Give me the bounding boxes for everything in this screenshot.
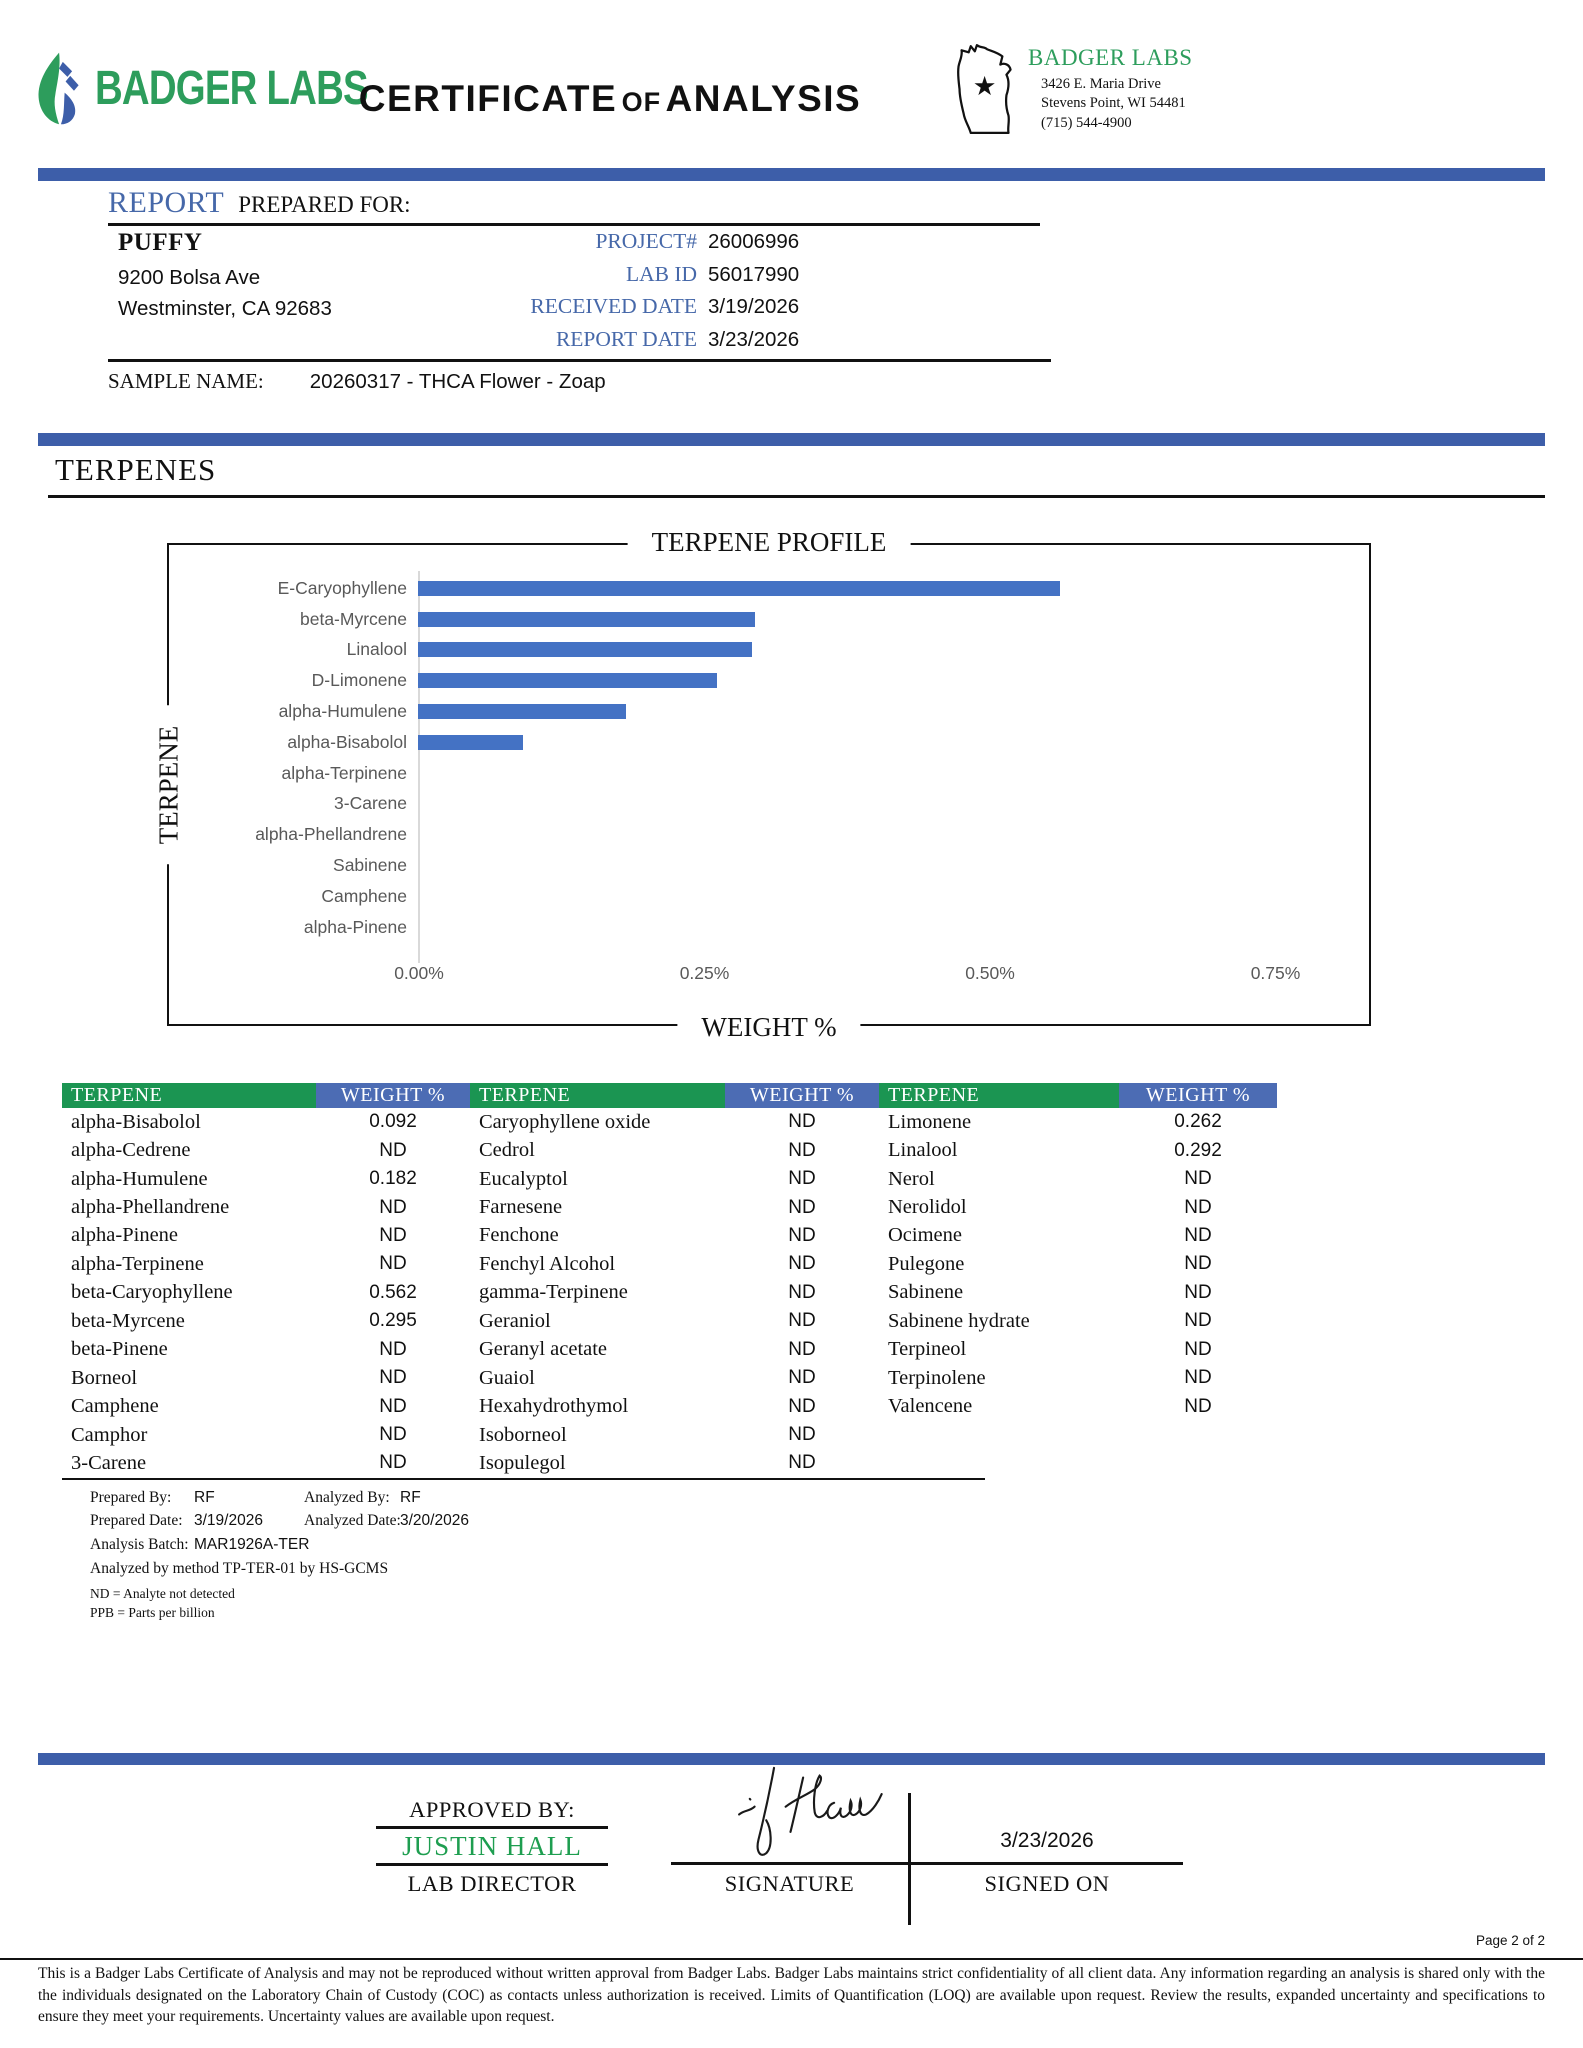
chart-bar-area (418, 665, 1369, 696)
lab-name: BADGER LABS (1028, 45, 1193, 70)
table-row (470, 1193, 879, 1221)
terpene-name-cell: Geranyl acetate (479, 1338, 608, 1361)
terpene-weight-cell: ND (379, 1395, 407, 1417)
signature-rule (671, 1862, 1183, 1865)
terpene-weight-cell: 0.092 (369, 1111, 417, 1133)
chart-x-tick: 0.50% (965, 963, 1015, 983)
terpene-name-cell: Isopulegol (479, 1451, 566, 1474)
table-row (62, 1108, 470, 1136)
terpenes-section-rule (48, 495, 1545, 498)
table-row (62, 1222, 470, 1250)
analyzed-by-label: Analyzed By: (304, 1489, 390, 1506)
terpene-name-cell: Linalool (888, 1139, 958, 1162)
map-star-icon: ★ (972, 71, 997, 102)
table-header-weight: WEIGHT % (1119, 1083, 1277, 1108)
terpene-name-cell: Valencene (888, 1395, 973, 1418)
terpene-name-cell: alpha-Phellandrene (71, 1196, 230, 1219)
chart-row (169, 789, 1369, 820)
terpene-name-cell: alpha-Pinene (71, 1224, 179, 1247)
signature-label: SIGNATURE (724, 1871, 855, 1896)
terpene-weight-cell: 0.562 (369, 1281, 417, 1303)
chart-row (169, 819, 1369, 850)
table-row (879, 1136, 1277, 1164)
project-label: PROJECT# (595, 229, 697, 253)
terpene-weight-cell: 0.262 (1174, 1111, 1222, 1133)
terpene-weight-cell: ND (788, 1111, 816, 1133)
chart-rows (169, 573, 1369, 943)
table-row (879, 1392, 1277, 1420)
terpene-weight-cell: ND (1184, 1310, 1212, 1332)
chart-bar-area (418, 635, 1369, 666)
chart-row (169, 665, 1369, 696)
chart-row (169, 912, 1369, 943)
signed-on-date: 3/23/2026 (1000, 1829, 1094, 1852)
analysis-batch-value: MAR1926A-TER (194, 1536, 310, 1553)
terpene-weight-cell: ND (1184, 1367, 1212, 1389)
table-row (879, 1193, 1277, 1221)
table-row (470, 1250, 879, 1278)
chart-bar (418, 673, 717, 688)
table-header-terpene: TERPENE (470, 1083, 725, 1108)
terpene-weight-cell: ND (788, 1168, 816, 1190)
disclaimer-text: This is a Badger Labs Certificate of Analysis and may not be reproduced without written approval from Badger Labs. Badger Labs maintains strict confidentiality of all client data. Any information regarding an analysis is shared only with the the individuals designated on the Laboratory Chain of Custody (COC) as contacts unless authorization is received. Limits of Quantification (LOQ) are available upon request. Review the results, expanded uncertainty and specifications to ensure they meet your requirements. Uncertainty values are available upon request. (38, 1965, 1545, 2026)
table-row (879, 1364, 1277, 1392)
meta-row-received-date (440, 294, 799, 327)
lab-address-line1: 3426 E. Maria Drive (1041, 75, 1161, 92)
chart-x-tick: 0.75% (1250, 963, 1301, 983)
nd-note: ND = Analyte not detected (90, 1586, 235, 1601)
prepared-date-value: 3/19/2026 (194, 1512, 263, 1529)
terpene-weight-cell: ND (1184, 1281, 1212, 1303)
chart-category-label: alpha-Pinene (303, 916, 407, 937)
table-row (470, 1364, 879, 1392)
table-row (62, 1165, 470, 1193)
terpene-weight-cell: ND (788, 1253, 816, 1275)
terpene-name-cell: Geraniol (479, 1309, 551, 1332)
signed-on-label: SIGNED ON (984, 1871, 1110, 1896)
terpene-profile-chart (153, 527, 1371, 1042)
terpene-weight-cell: ND (1184, 1338, 1212, 1360)
chart-bar-area (418, 789, 1369, 820)
prepared-by-value: RF (194, 1489, 215, 1506)
leaf-logo-icon (33, 50, 87, 126)
analyzed-date-value: 3/20/2026 (400, 1512, 469, 1529)
terpene-weight-cell: ND (788, 1224, 816, 1246)
title-analysis: ANALYSIS (665, 78, 862, 119)
table-row (470, 1307, 879, 1335)
chart-category-label: beta-Myrcene (300, 608, 407, 629)
table-row (470, 1336, 879, 1364)
terpene-weight-cell: ND (379, 1452, 407, 1474)
terpene-name-cell: Terpineol (888, 1338, 967, 1361)
table-row (470, 1449, 879, 1477)
terpene-weight-cell: 0.182 (369, 1168, 417, 1190)
report-label: REPORT (108, 186, 225, 219)
report-date-label: REPORT DATE (555, 326, 697, 351)
chart-category-label: 3-Carene (334, 793, 407, 814)
chart-bar (418, 704, 626, 719)
terpene-name-cell: Terpinolene (888, 1366, 986, 1389)
chart-bar-area (418, 850, 1369, 881)
terpene-weight-cell: ND (379, 1196, 407, 1218)
sample-name-row (108, 369, 606, 394)
approver-title: LAB DIRECTOR (407, 1871, 577, 1896)
client-name: PUFFY (118, 229, 203, 256)
wisconsin-map-icon (946, 36, 1020, 138)
chart-bar (418, 612, 755, 627)
terpene-weight-cell: ND (379, 1139, 407, 1161)
table-header-row (879, 1083, 1277, 1108)
table-bottom-rule (62, 1478, 985, 1480)
title-of: OF (621, 87, 662, 117)
received-date-value: 3/19/2026 (708, 295, 800, 318)
table-row (62, 1250, 470, 1278)
terpene-name-cell: Guaiol (479, 1366, 535, 1389)
terpene-name-cell: Cedrol (479, 1139, 535, 1162)
signature-divider (908, 1793, 911, 1925)
terpene-weight-cell: ND (788, 1452, 816, 1474)
chart-bar-area (418, 912, 1369, 943)
table-row (470, 1392, 879, 1420)
chart-category-label: alpha-Humulene (278, 701, 407, 722)
table-row (879, 1307, 1277, 1335)
chart-row (169, 850, 1369, 881)
table-header-terpene: TERPENE (879, 1083, 1119, 1108)
chart-row (169, 573, 1369, 604)
table-row (879, 1250, 1277, 1278)
divider-bar-top (38, 168, 1545, 181)
table-header-row (62, 1083, 470, 1108)
chart-bar (418, 581, 1060, 596)
prepared-by-label: Prepared By: (90, 1489, 172, 1506)
table-row (62, 1449, 470, 1477)
lab-address-block (1028, 44, 1193, 133)
chart-x-tick: 0.00% (394, 963, 444, 983)
table-column-group (62, 1083, 470, 1478)
analysis-batch-label: Analysis Batch: (90, 1536, 189, 1553)
chart-bar-area (418, 696, 1369, 727)
sample-name-value: 20260317 - THCA Flower - Zoap (309, 370, 606, 393)
chart-x-axis-label: WEIGHT % (677, 1012, 860, 1043)
chart-category-label: E-Caryophyllene (277, 577, 407, 598)
table-row (470, 1108, 879, 1136)
terpene-name-cell: 3-Carene (71, 1451, 147, 1474)
table-row (879, 1279, 1277, 1307)
logo-wordmark: BADGER LABS (95, 61, 368, 115)
chart-bar (418, 735, 523, 750)
terpene-name-cell: Limonene (888, 1110, 972, 1133)
terpene-name-cell: Borneol (71, 1366, 138, 1389)
lab-address (1041, 75, 1193, 134)
terpene-weight-cell: 0.292 (1174, 1139, 1222, 1161)
chart-bar-area (418, 573, 1369, 604)
table-row (62, 1364, 470, 1392)
report-prepared-for-heading (108, 186, 411, 220)
terpene-weight-cell: ND (788, 1338, 816, 1360)
terpene-weight-cell: ND (788, 1367, 816, 1389)
table-row (470, 1279, 879, 1307)
terpene-name-cell: alpha-Cedrene (71, 1139, 191, 1162)
chart-bar-area (418, 819, 1369, 850)
chart-category-label: Linalool (346, 639, 407, 660)
title-certificate: CERTIFICATE (358, 78, 618, 119)
terpene-name-cell: Camphor (71, 1423, 148, 1446)
report-meta-block (440, 229, 799, 359)
table-row (470, 1136, 879, 1164)
terpene-name-cell: alpha-Humulene (71, 1167, 208, 1190)
labid-label: LAB ID (625, 261, 697, 286)
chart-bar-area (418, 881, 1369, 912)
terpene-name-cell: alpha-Terpinene (71, 1252, 204, 1275)
chart-category-label: alpha-Bisabolol (287, 731, 407, 752)
prepared-date-label: Prepared Date: (90, 1512, 183, 1529)
page-title (350, 78, 870, 120)
table-column-group (470, 1083, 879, 1478)
method-note: Analyzed by method TP-TER-01 by HS-GCMS (90, 1560, 389, 1577)
chart-row (169, 727, 1369, 758)
terpene-name-cell: Fenchyl Alcohol (479, 1252, 616, 1275)
sample-name-rule (108, 359, 1051, 362)
table-row (470, 1222, 879, 1250)
terpene-name-cell: Nerol (888, 1167, 935, 1190)
analyzed-by-value: RF (400, 1489, 421, 1506)
table-row (62, 1193, 470, 1221)
table-header-weight: WEIGHT % (316, 1083, 470, 1108)
table-row (62, 1307, 470, 1335)
chart-bar (418, 642, 752, 657)
table-row (879, 1165, 1277, 1193)
terpene-weight-cell: ND (1184, 1196, 1212, 1218)
terpene-weight-cell: ND (788, 1395, 816, 1417)
terpene-name-cell: beta-Myrcene (71, 1309, 185, 1332)
chart-bar-area (418, 604, 1369, 635)
approved-by-rule (376, 1826, 608, 1829)
chart-category-label: alpha-Terpinene (281, 762, 407, 783)
meta-row-project (440, 229, 799, 262)
meta-row-report-date (440, 327, 799, 360)
terpene-name-cell: Camphene (71, 1395, 159, 1418)
terpene-name-cell: gamma-Terpinene (479, 1281, 628, 1304)
client-block (118, 229, 332, 325)
table-row (62, 1336, 470, 1364)
chart-title: TERPENE PROFILE (628, 527, 911, 558)
terpene-name-cell: Caryophyllene oxide (479, 1110, 651, 1133)
terpene-name-cell: Hexahydrothymol (479, 1395, 629, 1418)
analyzed-date-label: Analyzed Date: (304, 1512, 401, 1529)
terpene-name-cell: alpha-Bisabolol (71, 1110, 201, 1133)
table-row (62, 1279, 470, 1307)
chart-bar-area (418, 727, 1369, 758)
meta-row-labid (440, 262, 799, 295)
terpene-name-cell: Sabinene hydrate (888, 1309, 1030, 1332)
report-date-value: 3/23/2026 (708, 327, 800, 351)
terpene-weight-cell: 0.295 (369, 1310, 417, 1332)
chart-bar-area (418, 758, 1369, 789)
chart-x-tick: 0.25% (679, 963, 730, 983)
terpene-weight-cell: ND (1184, 1395, 1212, 1417)
table-row (470, 1165, 879, 1193)
terpene-weight-cell: ND (379, 1367, 407, 1389)
disclaimer-rule (0, 1958, 1583, 1960)
terpene-name-cell: beta-Pinene (71, 1338, 168, 1361)
table-row (62, 1136, 470, 1164)
chart-category-label: Camphene (321, 885, 407, 906)
table-header-row (470, 1083, 879, 1108)
terpene-weight-cell: ND (788, 1281, 816, 1303)
divider-bar-terpenes (38, 433, 1545, 446)
terpene-name-cell: Ocimene (888, 1224, 962, 1247)
ppb-note: PPB = Parts per billion (90, 1605, 215, 1620)
chart-row (169, 604, 1369, 635)
analysis-notes (88, 1489, 688, 1629)
terpene-weight-cell: ND (1184, 1168, 1212, 1190)
page-number: Page 2 of 2 (1475, 1933, 1545, 1948)
table-row (62, 1392, 470, 1420)
terpene-name-cell: Fenchone (479, 1224, 559, 1247)
chart-xticks (169, 963, 1369, 989)
sample-name-label: SAMPLE NAME: (108, 369, 264, 393)
terpene-results-table (62, 1083, 1277, 1478)
terpene-weight-cell: ND (788, 1196, 816, 1218)
terpene-weight-cell: ND (379, 1224, 407, 1246)
terpene-name-cell: Sabinene (888, 1281, 964, 1304)
terpene-weight-cell: ND (379, 1338, 407, 1360)
approver-name-rule (376, 1863, 608, 1866)
terpenes-section-title: TERPENES (55, 452, 217, 487)
received-date-label: RECEIVED DATE (530, 294, 697, 318)
terpene-weight-cell: ND (379, 1253, 407, 1275)
labid-value: 56017990 (708, 262, 800, 286)
terpene-weight-cell: ND (379, 1424, 407, 1446)
terpene-name-cell: Eucalyptol (479, 1167, 568, 1190)
table-row (879, 1336, 1277, 1364)
terpene-name-cell: Farnesene (479, 1196, 563, 1219)
terpene-weight-cell: ND (1184, 1224, 1212, 1246)
lab-address-line3: (715) 544-4900 (1041, 114, 1132, 131)
approver-name: JUSTIN HALL (402, 1831, 582, 1861)
approved-by-label: APPROVED BY: (409, 1797, 575, 1822)
lab-address-line2: Stevens Point, WI 54481 (1041, 95, 1186, 112)
client-address-line2: Westminster, CA 92683 (118, 296, 332, 320)
terpene-weight-cell: ND (788, 1424, 816, 1446)
table-column-group (879, 1083, 1277, 1478)
client-address-line1: 9200 Bolsa Ave (118, 266, 261, 289)
terpene-name-cell: beta-Caryophyllene (71, 1281, 233, 1304)
terpene-weight-cell: ND (788, 1139, 816, 1161)
report-heading-rule (108, 223, 1040, 226)
signature-image (688, 1764, 893, 1861)
table-row (62, 1421, 470, 1449)
project-value: 26006996 (708, 230, 800, 253)
table-header-weight: WEIGHT % (725, 1083, 879, 1108)
table-row (470, 1421, 879, 1449)
table-header-terpene: TERPENE (62, 1083, 316, 1108)
terpene-name-cell: Isoborneol (479, 1423, 567, 1446)
chart-category-label: D-Limonene (311, 670, 407, 691)
chart-y-axis-label: TERPENE (154, 705, 185, 864)
terpene-weight-cell: ND (1184, 1253, 1212, 1275)
terpene-name-cell: Pulegone (888, 1252, 965, 1275)
prepared-for-label: PREPARED FOR: (238, 192, 411, 217)
chart-row (169, 635, 1369, 666)
chart-category-label: Sabinene (333, 855, 407, 876)
chart-row (169, 758, 1369, 789)
table-row (879, 1222, 1277, 1250)
terpene-weight-cell: ND (788, 1310, 816, 1332)
terpene-name-cell: Nerolidol (888, 1196, 967, 1219)
client-address (118, 263, 332, 325)
chart-category-label: alpha-Phellandrene (255, 824, 407, 845)
chart-row (169, 881, 1369, 912)
chart-row (169, 696, 1369, 727)
table-row (879, 1108, 1277, 1136)
